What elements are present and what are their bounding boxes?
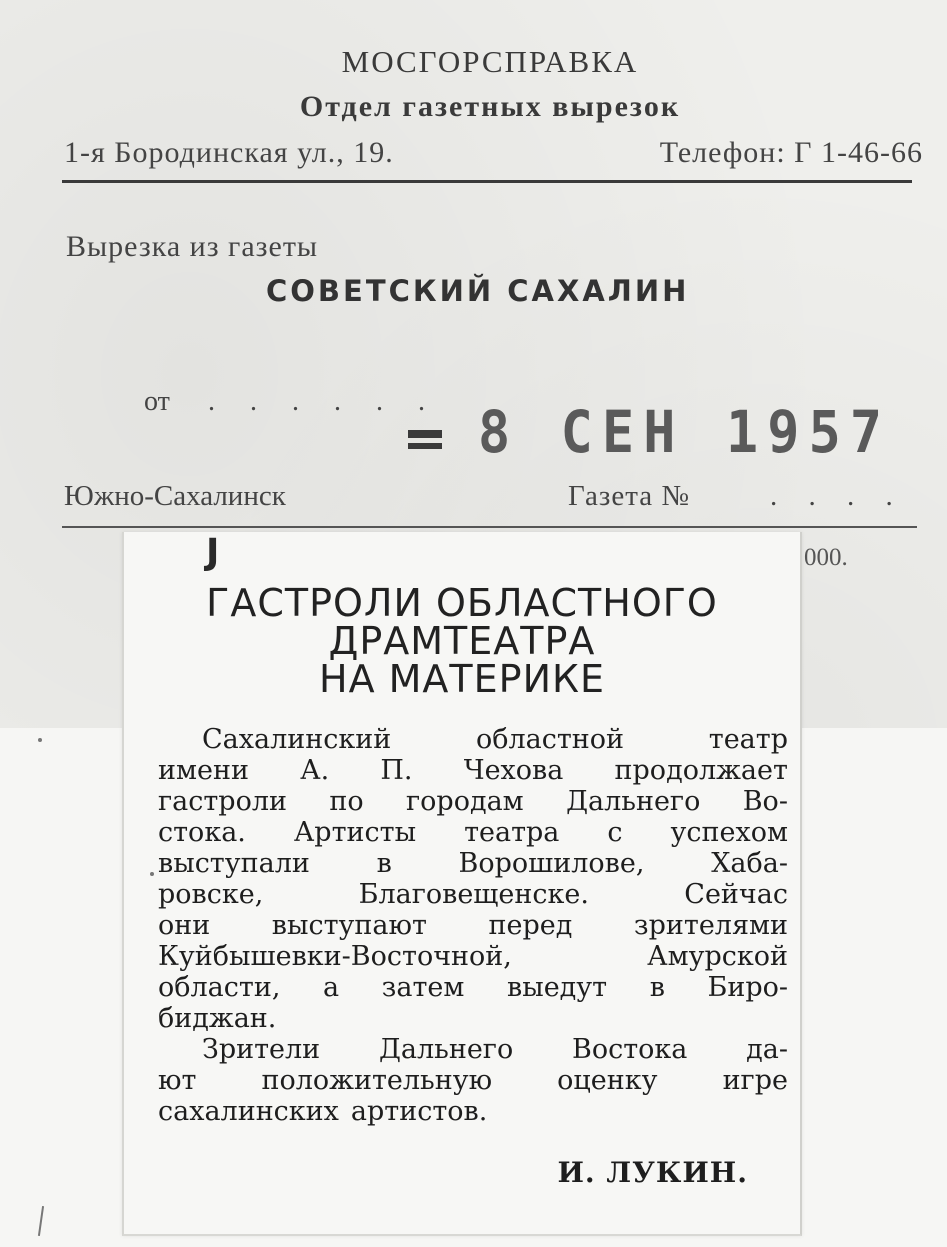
article-line	[158, 755, 788, 786]
article-word: имени	[158, 755, 249, 786]
article-line	[158, 724, 788, 755]
date-dots: . . . . . .	[208, 386, 439, 417]
article-word: они	[158, 910, 211, 941]
article-line	[158, 1096, 788, 1127]
article-word: с	[607, 817, 623, 848]
article-line	[158, 1065, 788, 1096]
article-body	[158, 724, 788, 1127]
article-word: перед	[488, 910, 573, 941]
headline-line: НА МАТЕРИКЕ	[319, 657, 605, 701]
article-word: Чехова	[463, 755, 564, 786]
article-word: гастроли	[158, 786, 287, 817]
article-word: Сахалинский	[202, 724, 392, 755]
article-line	[158, 910, 788, 941]
article-line	[158, 879, 788, 910]
clipping-marker: J	[206, 532, 220, 573]
article-word: Биро-	[707, 972, 788, 1003]
article-word: выступают	[271, 910, 427, 941]
article-word: ют	[158, 1065, 197, 1096]
article-line	[158, 1003, 788, 1034]
article-word: Хаба-	[711, 848, 788, 879]
article-word: А.	[300, 755, 330, 786]
article-word: да-	[746, 1034, 788, 1065]
issue-dots: . . . .	[770, 480, 905, 512]
newspaper-name: СОВЕТСКИЙ САХАЛИН	[266, 274, 690, 308]
article-word: Дальнего	[378, 1034, 514, 1065]
article-word: Ворошилове,	[458, 848, 645, 879]
article-word: Зрители	[202, 1034, 321, 1065]
article-word: положительную	[261, 1065, 493, 1096]
stamp-dash	[408, 443, 442, 449]
article-line	[158, 941, 788, 972]
article-word: театра	[464, 817, 560, 848]
article-line	[158, 848, 788, 879]
date-label: от	[144, 386, 170, 417]
stamp-dash	[408, 430, 442, 438]
city-name: Южно-Сахалинск	[64, 480, 286, 512]
article-word: сахалинских	[158, 1096, 339, 1127]
article-headline	[124, 581, 800, 701]
partial-text: 000.	[804, 544, 848, 571]
article-line	[158, 786, 788, 817]
article-word: в	[649, 972, 665, 1003]
article-word: ровске,	[158, 879, 264, 910]
article-word: успехом	[670, 817, 788, 848]
organization-name: МОСГОРСПРАВКА	[341, 44, 639, 79]
article-word: Дальнего	[566, 786, 701, 817]
address: 1-я Бородинская ул., 19.	[64, 136, 394, 169]
article-word: выступали	[158, 848, 310, 879]
article-line	[158, 817, 788, 848]
print-speck	[150, 872, 154, 876]
article-word: продолжает	[614, 755, 788, 786]
print-speck	[38, 738, 42, 742]
article-word: Сейчас	[684, 879, 788, 910]
headline-line: ГАСТРОЛИ ОБЛАСТНОГО	[206, 581, 718, 625]
form-rule	[62, 526, 917, 528]
article-word: а	[322, 972, 340, 1003]
date-stamp: 8 СЕН 1957	[478, 398, 892, 466]
issue-label: Газета №	[568, 480, 691, 512]
article-word: области,	[158, 972, 281, 1003]
article-word: П.	[380, 755, 413, 786]
article-word: зрителями	[633, 910, 788, 941]
article-word: Артисты	[293, 817, 417, 848]
phone-number: Телефон: Г 1-46-66	[659, 136, 923, 169]
article-word: областной	[475, 724, 625, 755]
article-word: Амурской	[647, 941, 788, 972]
department-name: Отдел газетных вырезок	[299, 90, 681, 123]
headline-line: ДРАМТЕАТРА	[328, 619, 596, 663]
article-word: по	[329, 786, 364, 817]
article-word: игре	[722, 1065, 788, 1096]
article-word: в	[376, 848, 392, 879]
article-word: артистов.	[350, 1096, 488, 1127]
article-word: театр	[708, 724, 788, 755]
article-line	[158, 972, 788, 1003]
article-word: затем	[381, 972, 465, 1003]
article-word: стока.	[158, 817, 246, 848]
article-word: Востока	[571, 1034, 688, 1065]
article-word: биджан.	[158, 1003, 277, 1034]
article-word: Куйбышевки-Восточной,	[158, 941, 512, 972]
source-label: Вырезка из газеты	[66, 230, 319, 263]
newspaper-clipping	[122, 532, 802, 1236]
article-word: выедут	[507, 972, 608, 1003]
article-word: оценку	[557, 1065, 658, 1096]
article-author: И. ЛУКИН.	[557, 1156, 748, 1189]
article-word: городам	[406, 786, 524, 817]
article-line	[158, 1034, 788, 1065]
header-rule	[62, 180, 912, 183]
article-word: Во-	[742, 786, 788, 817]
article-word: Благовещенске.	[358, 879, 589, 910]
